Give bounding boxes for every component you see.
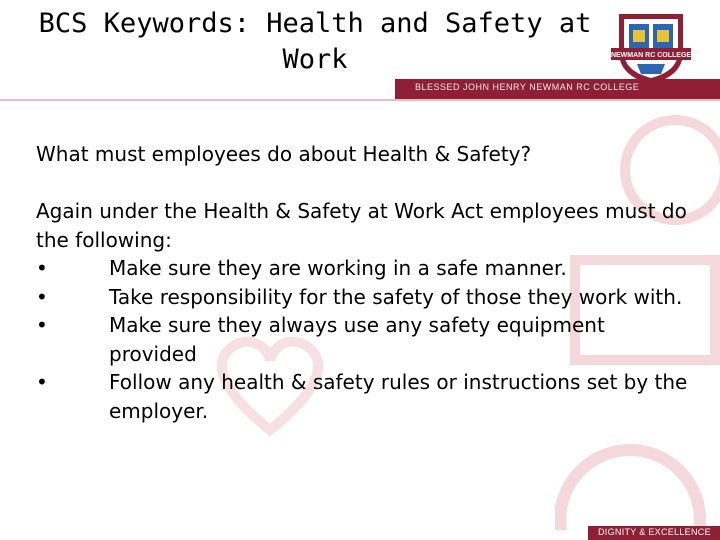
list-item [36,368,696,425]
slide-title-line1: BCS Keywords: Health and Safety at [38,8,592,39]
footer-banner [588,526,720,540]
college-logo-icon [611,8,691,86]
bullet-text: Make sure they always use any safety equipment provided [109,313,605,366]
watermark-seal-icon [555,430,720,530]
list-item [36,254,696,283]
bullet-marker: • [36,313,48,337]
slide-title-line2: Work [282,44,348,75]
list-item [36,283,696,312]
bullet-marker: • [36,370,48,394]
footer-motto: DIGNITY & EXCELLENCE [598,527,711,537]
logo-text: NEWMAN RC COLLEGE [611,52,691,59]
bullet-text: Make sure they are working in a safe manner. [109,256,567,280]
question-heading: What must employees do about Health & Safety? [36,142,532,166]
bullet-list [36,254,696,425]
header-divider [0,99,720,101]
bullet-marker: • [36,284,48,309]
intro-text: Again under the Health & Safety at Work Act employees must do the following: [36,199,687,252]
bullet-text: Take responsibility for the safety of those they work with. [109,284,683,309]
slide-title [10,6,620,78]
college-banner-text: BLESSED JOHN HENRY NEWMAN RC COLLEGE [415,82,640,92]
list-item [36,311,696,368]
slide-body [36,197,696,425]
bullet-marker: • [36,256,48,280]
bullet-text: Follow any health & safety rules or instructions set by the employer. [109,370,688,423]
